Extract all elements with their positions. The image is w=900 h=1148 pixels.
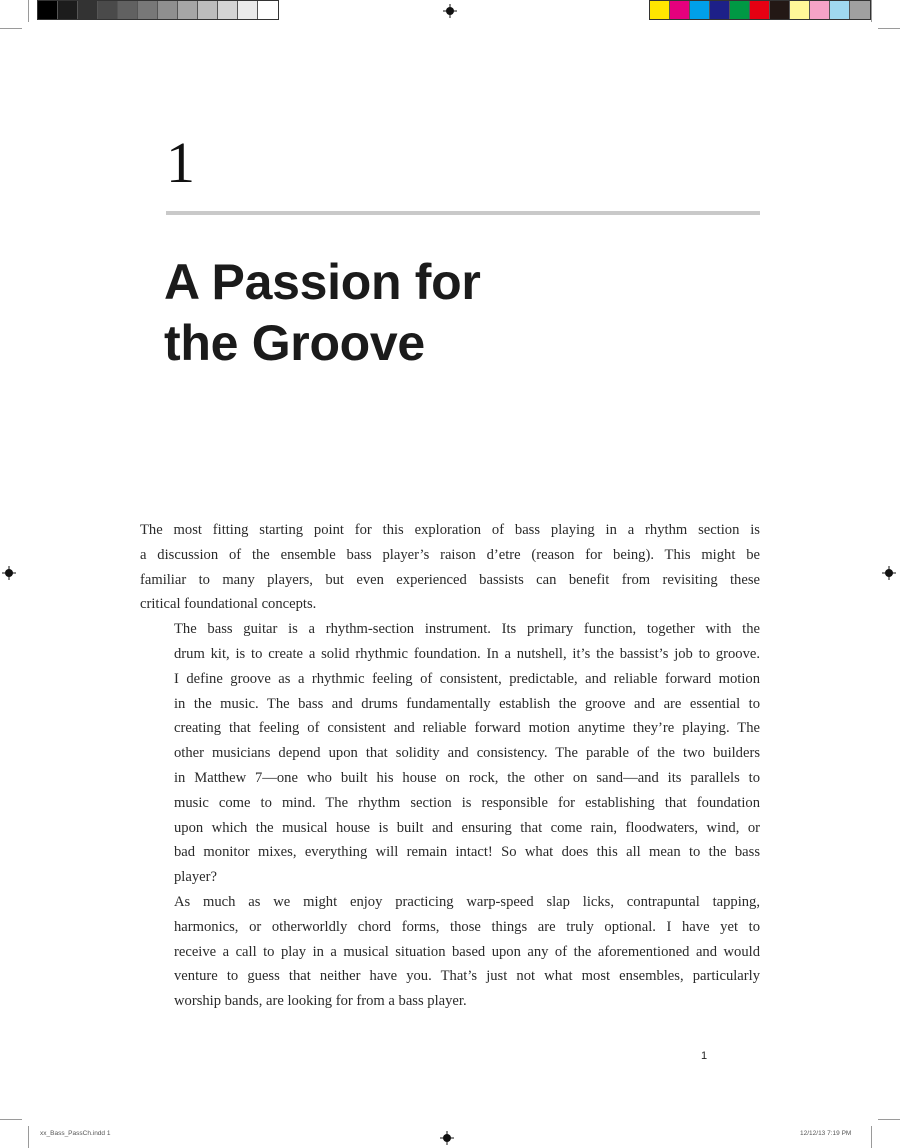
gray-swatch — [78, 1, 98, 19]
gray-swatch — [158, 1, 178, 19]
crop-mark-top-right-h — [878, 28, 900, 29]
gray-swatch — [198, 1, 218, 19]
registration-mark-right — [882, 566, 896, 580]
crop-mark-bottom-left-v — [28, 1126, 29, 1148]
color-swatch — [730, 1, 750, 19]
slug-filename: xx_Bass_PassCh.indd 1 — [40, 1130, 111, 1137]
text-line: bad monitor mixes, everything will remain intact! So what does this all mean to the bass — [174, 844, 760, 861]
text-line: music come to mind. The rhythm section is responsible for establishing that foundation — [174, 794, 760, 811]
text-line: player? — [174, 869, 217, 886]
text-line: in Matthew 7—one who built his house on rock, the other on sand—and its parallels to — [174, 769, 760, 786]
chapter-rule — [166, 211, 760, 215]
color-swatch — [670, 1, 690, 19]
text-line: venture to guess that neither have you. That’s just not what most ensembles, particularly — [174, 968, 760, 985]
crop-mark-bottom-right-h — [878, 1119, 900, 1120]
slug-timestamp: 12/12/13 7:19 PM — [800, 1130, 852, 1137]
gray-swatch — [218, 1, 238, 19]
page-number: 1 — [701, 1050, 708, 1062]
text-line: critical foundational concepts. — [140, 596, 317, 613]
color-swatch — [710, 1, 730, 19]
color-swatch — [810, 1, 830, 19]
text-line: drum kit, is to create a solid rhythmic foundation. In a nutshell, it’s the bassist’s job to groove. — [174, 645, 760, 662]
registration-mark-left — [2, 566, 16, 580]
text-line: worship bands, are looking for from a bass player. — [174, 993, 467, 1010]
text-line: As much as we might enjoy practicing warp-speed slap licks, contrapuntal tapping, — [174, 893, 760, 910]
text-line: creating that feeling of consistent and reliable forward motion anytime they’re playing. The — [174, 720, 760, 737]
paragraph-2 — [140, 617, 760, 890]
text-line: harmonics, or otherworldly chord forms, those things are truly optional. I have yet to — [174, 918, 760, 935]
crop-mark-bottom-right-v — [871, 1126, 872, 1148]
text-line: other musicians depend upon that solidity and consistency. The parable of the two builders — [174, 745, 760, 762]
crop-mark-top-right-v — [871, 0, 872, 22]
registration-mark-bottom — [440, 1131, 454, 1145]
color-swatch — [790, 1, 810, 19]
cmyk-color-bar — [649, 0, 871, 20]
text-line: in the music. The bass and drums fundamentally establish the groove and are essential to — [174, 695, 760, 712]
chapter-title-line-2: the Groove — [164, 315, 425, 371]
gray-swatch — [98, 1, 118, 19]
gray-swatch — [238, 1, 258, 19]
color-swatch — [850, 1, 870, 19]
chapter-title — [164, 252, 481, 374]
text-line: The most fitting starting point for this exploration of bass playing in a rhythm section is — [140, 522, 760, 538]
gray-swatch — [138, 1, 158, 19]
text-line: I define groove as a rhythmic feeling of consistent, predictable, and reliable forward motion — [174, 670, 760, 687]
paragraph-3 — [140, 890, 760, 1014]
crop-mark-top-left-h — [0, 28, 22, 29]
gray-swatch — [38, 1, 58, 19]
crop-mark-bottom-left-h — [0, 1119, 22, 1120]
gray-swatch — [118, 1, 138, 19]
chapter-title-line-1: A Passion for — [164, 254, 481, 310]
gray-swatch — [178, 1, 198, 19]
color-swatch — [830, 1, 850, 19]
text-line: receive a call to play in a musical situation based upon any of the aforementioned and would — [174, 943, 760, 960]
paragraph-1 — [140, 518, 760, 617]
gray-swatch — [258, 1, 278, 19]
crop-mark-top-left-v — [28, 0, 29, 22]
color-swatch — [690, 1, 710, 19]
text-line: familiar to many players, but even experienced bassists can benefit from revisiting these — [140, 571, 760, 588]
color-swatch — [650, 1, 670, 19]
body-text — [140, 518, 760, 1014]
gray-swatch — [58, 1, 78, 19]
text-line: The bass guitar is a rhythm-section instrument. Its primary function, together with the — [174, 621, 760, 638]
registration-mark-top — [443, 4, 457, 18]
color-swatch — [770, 1, 790, 19]
color-swatch — [750, 1, 770, 19]
text-line: a discussion of the ensemble bass player’s raison d’etre (reason for being). This might be — [140, 546, 760, 563]
chapter-number: 1 — [166, 130, 195, 195]
grayscale-color-bar — [37, 0, 279, 20]
text-line: upon which the musical house is built and ensuring that come rain, floodwaters, wind, or — [174, 819, 760, 836]
